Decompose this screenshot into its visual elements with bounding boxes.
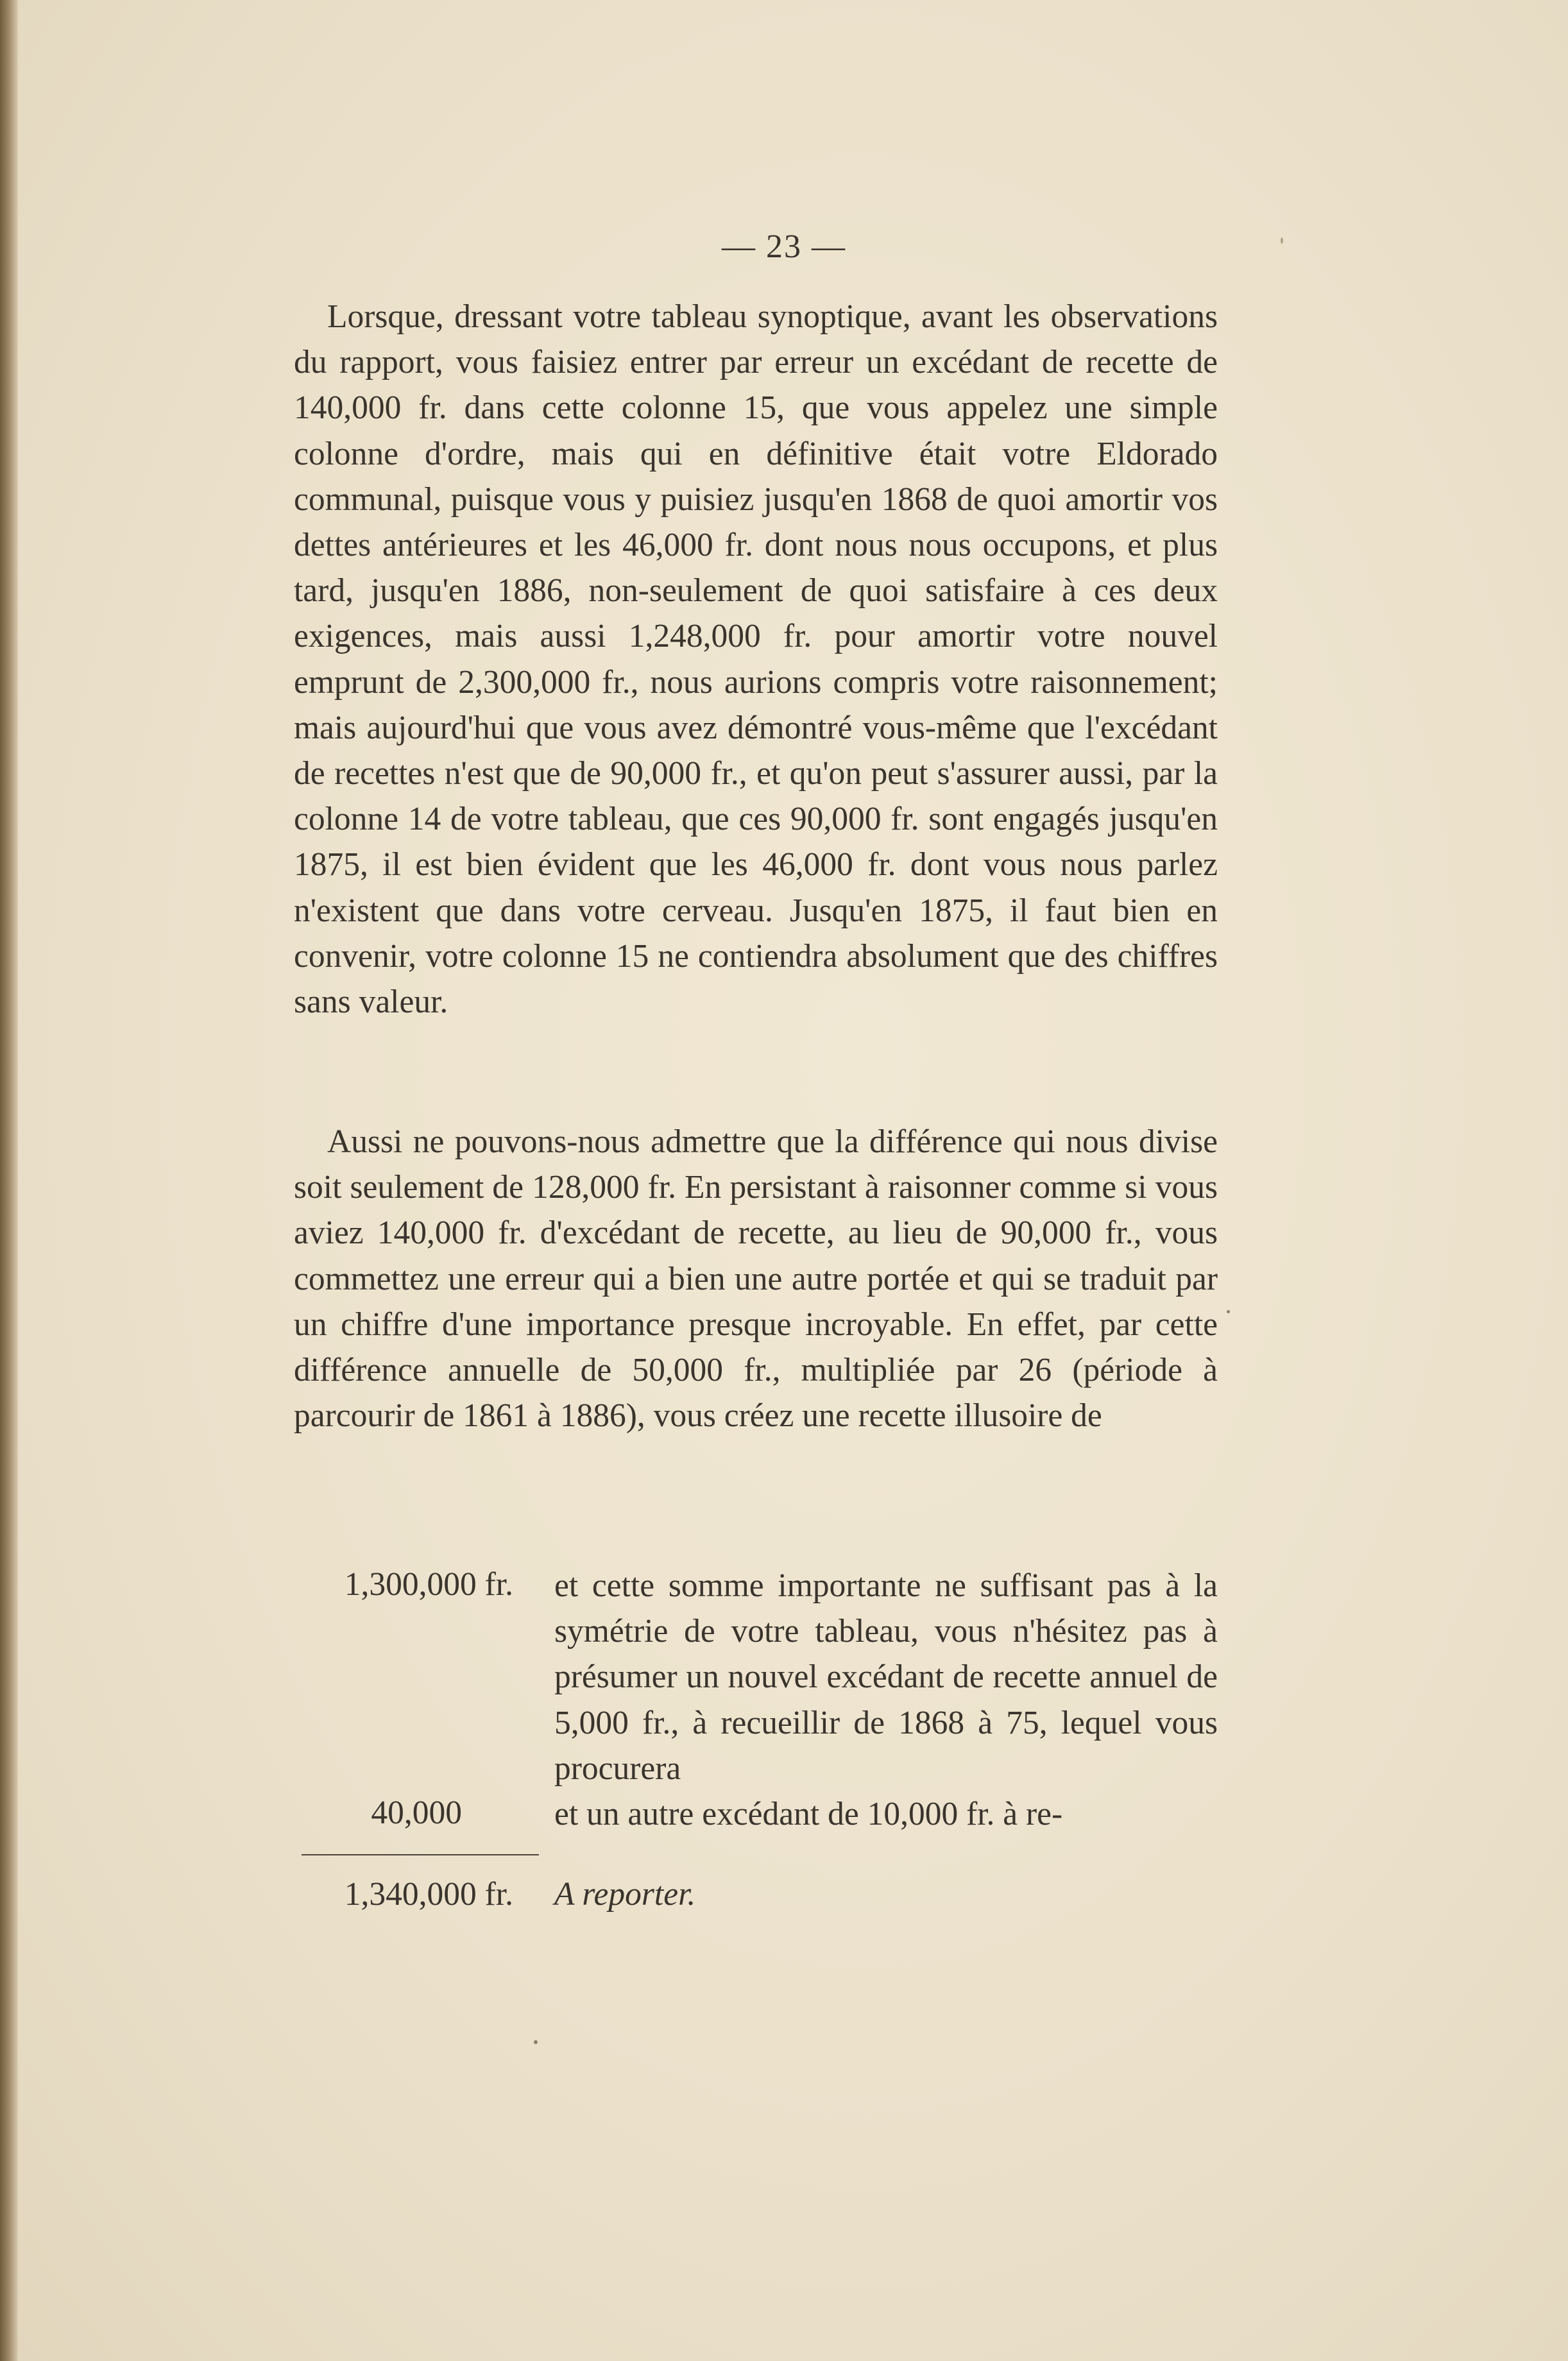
page-number: — 23 — xyxy=(722,228,846,265)
calculation-text-1: et cette somme importante ne suffisant pas à la symétrie de votre tableau, vous n'hésitez pas à présumer un nouvel excédant de recette annuel de 5,000 fr., à recueillir de 1868 à 75, lequel vous procurera xyxy=(554,1567,1218,1787)
amount-1: 1,300,000 fr. xyxy=(344,1566,513,1603)
paragraph-2: Aussi ne pouvons-nous admettre que la différence qui nous divise soit seulement de 128,000 fr. En persistant à raisonner comme si vous aviez 140,000 fr. d'excédant de recette, au lieu de 90,000 fr., vous commettez une erreur qui a bien une autre portée et qui se traduit par un chiffre d'une importance presque incroyable. En effet, par cette différence annuelle de 50,000 fr., multipliée par 26 (période à parcourir de 1861 à 1886), vous créez une recette illusoire de xyxy=(294,1123,1218,1435)
sum-rule xyxy=(302,1854,539,1855)
paragraph-1: Lorsque, dressant votre tableau synoptique, avant les observations du rapport, vous faisiez entrer par erreur un excédant de recette de 140,000 fr. dans cette colonne 15, que vous appelez une simple colonne d'ordre, mais qui en définitive était votre Eldorado communal, puisque vous y puisiez jusqu'en 1868 de quoi amortir vos dettes antérieures et les 46,000 fr. dont nous nous occupons, et plus tard, jusqu'en 1886, non-seulement de quoi satisfaire à ces deux exigences, mais aussi 1,248,000 fr. pour amortir votre nouvel emprunt de 2,300,000 fr., nous aurions compris votre raisonnement; mais aujourd'hui que vous avez démontré vous-même que l'excédant de recettes n'est que de 90,000 fr., et qu'on peut s'assurer aussi, par la colonne 14 de votre tableau, que ces 90,000 fr. sont engagés jusqu'en 1875, il est bien évident que les 46,000 fr. dont vous nous parlez n'existent que dans votre cerveau. Jusqu'en 1875, il faut bien en convenir, votre colonne 15 ne contiendra absolument que des chiffres sans valeur. xyxy=(294,298,1218,1021)
paper-speck xyxy=(534,2040,538,2044)
carry-forward-label: A reporter. xyxy=(554,1876,696,1913)
binding-edge xyxy=(0,0,18,2361)
paper-speck xyxy=(1281,237,1283,244)
paper-speck xyxy=(1227,1310,1230,1313)
total-amount: 1,340,000 fr. xyxy=(344,1876,513,1913)
calculation-text-2: et un autre excédant de 10,000 fr. à re- xyxy=(554,1796,1063,1832)
amount-2: 40,000 xyxy=(371,1794,462,1831)
